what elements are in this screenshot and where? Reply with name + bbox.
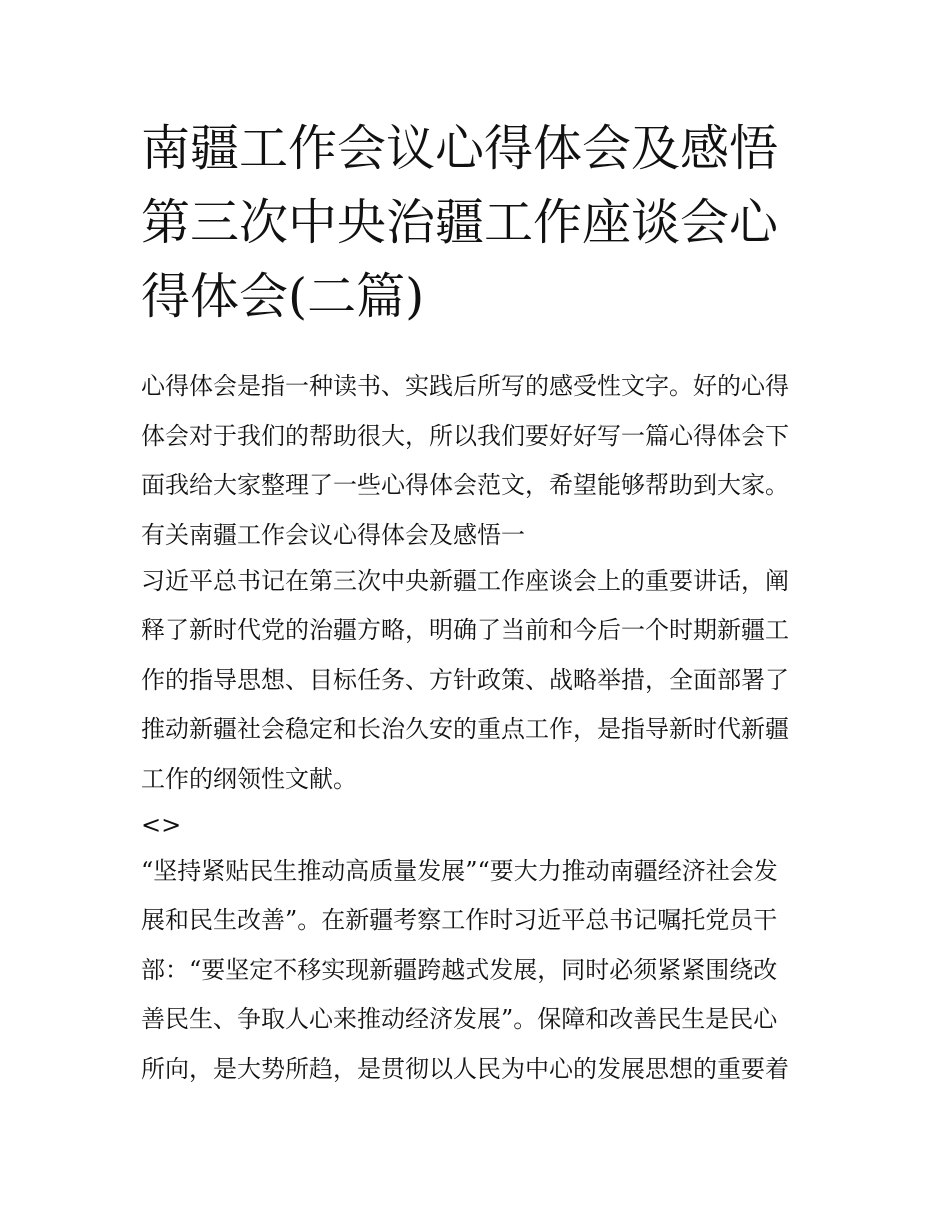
para1-line-4: 推动新疆社会稳定和长治久安的重点工作，是指导新时代新疆 [141, 715, 789, 743]
document-title [141, 112, 811, 334]
paragraph-2 [141, 847, 811, 1095]
marker-text: <> [141, 810, 182, 839]
para2-line-3: 部：“要坚定不移实现新疆跨越式发展，同时必须紧紧围绕改 [141, 955, 778, 984]
intro-line-1: 心得体会是指一种读书、实践后所写的感受性文字。好的心得 [141, 372, 789, 400]
intro-line-2: 体会对于我们的帮助很大，所以我们要好好写一篇心得体会下 [141, 421, 789, 450]
para1-line-1: 习近平总书记在第三次中央新疆工作座谈会上的重要讲话，阐 [141, 566, 789, 595]
title-line-1: 南疆工作会议心得体会及感悟 [141, 120, 779, 177]
para2-line-4: 善民生、争取人心来推动经济发展”。保障和改善民生是民心 [141, 1005, 778, 1033]
intro-line-3: 面我给大家整理了一些心得体会范文，希望能够帮助到大家。 [141, 471, 789, 499]
title-line-3: 得体会(二篇) [141, 268, 425, 325]
title-line-2: 第三次中央治疆工作座谈会心 [141, 194, 779, 251]
para1-line-3: 作的指导思想、目标任务、方针政策、战略举措，全面部署了 [141, 665, 789, 694]
para2-line-5: 所向，是大势所趋，是贯彻以人民为中心的发展思想的重要着 [141, 1054, 789, 1083]
para2-line-2: 展和民生改善”。在新疆考察工作时习近平总书记嘱托党员干 [141, 906, 778, 934]
paragraph-1 [141, 557, 811, 801]
section-heading: 有关南疆工作会议心得体会及感悟一 [141, 520, 525, 549]
para1-line-2: 释了新时代党的治疆方略，明确了当前和今后一个时期新疆工 [141, 616, 789, 644]
intro-paragraph [141, 362, 811, 511]
para2-line-1: “坚持紧贴民生推动高质量发展”“要大力推动南疆经济社会发 [141, 856, 778, 885]
para1-line-5: 工作的纲领性文献。 [141, 764, 357, 793]
document-page [141, 112, 811, 1094]
document-body [141, 362, 811, 1094]
